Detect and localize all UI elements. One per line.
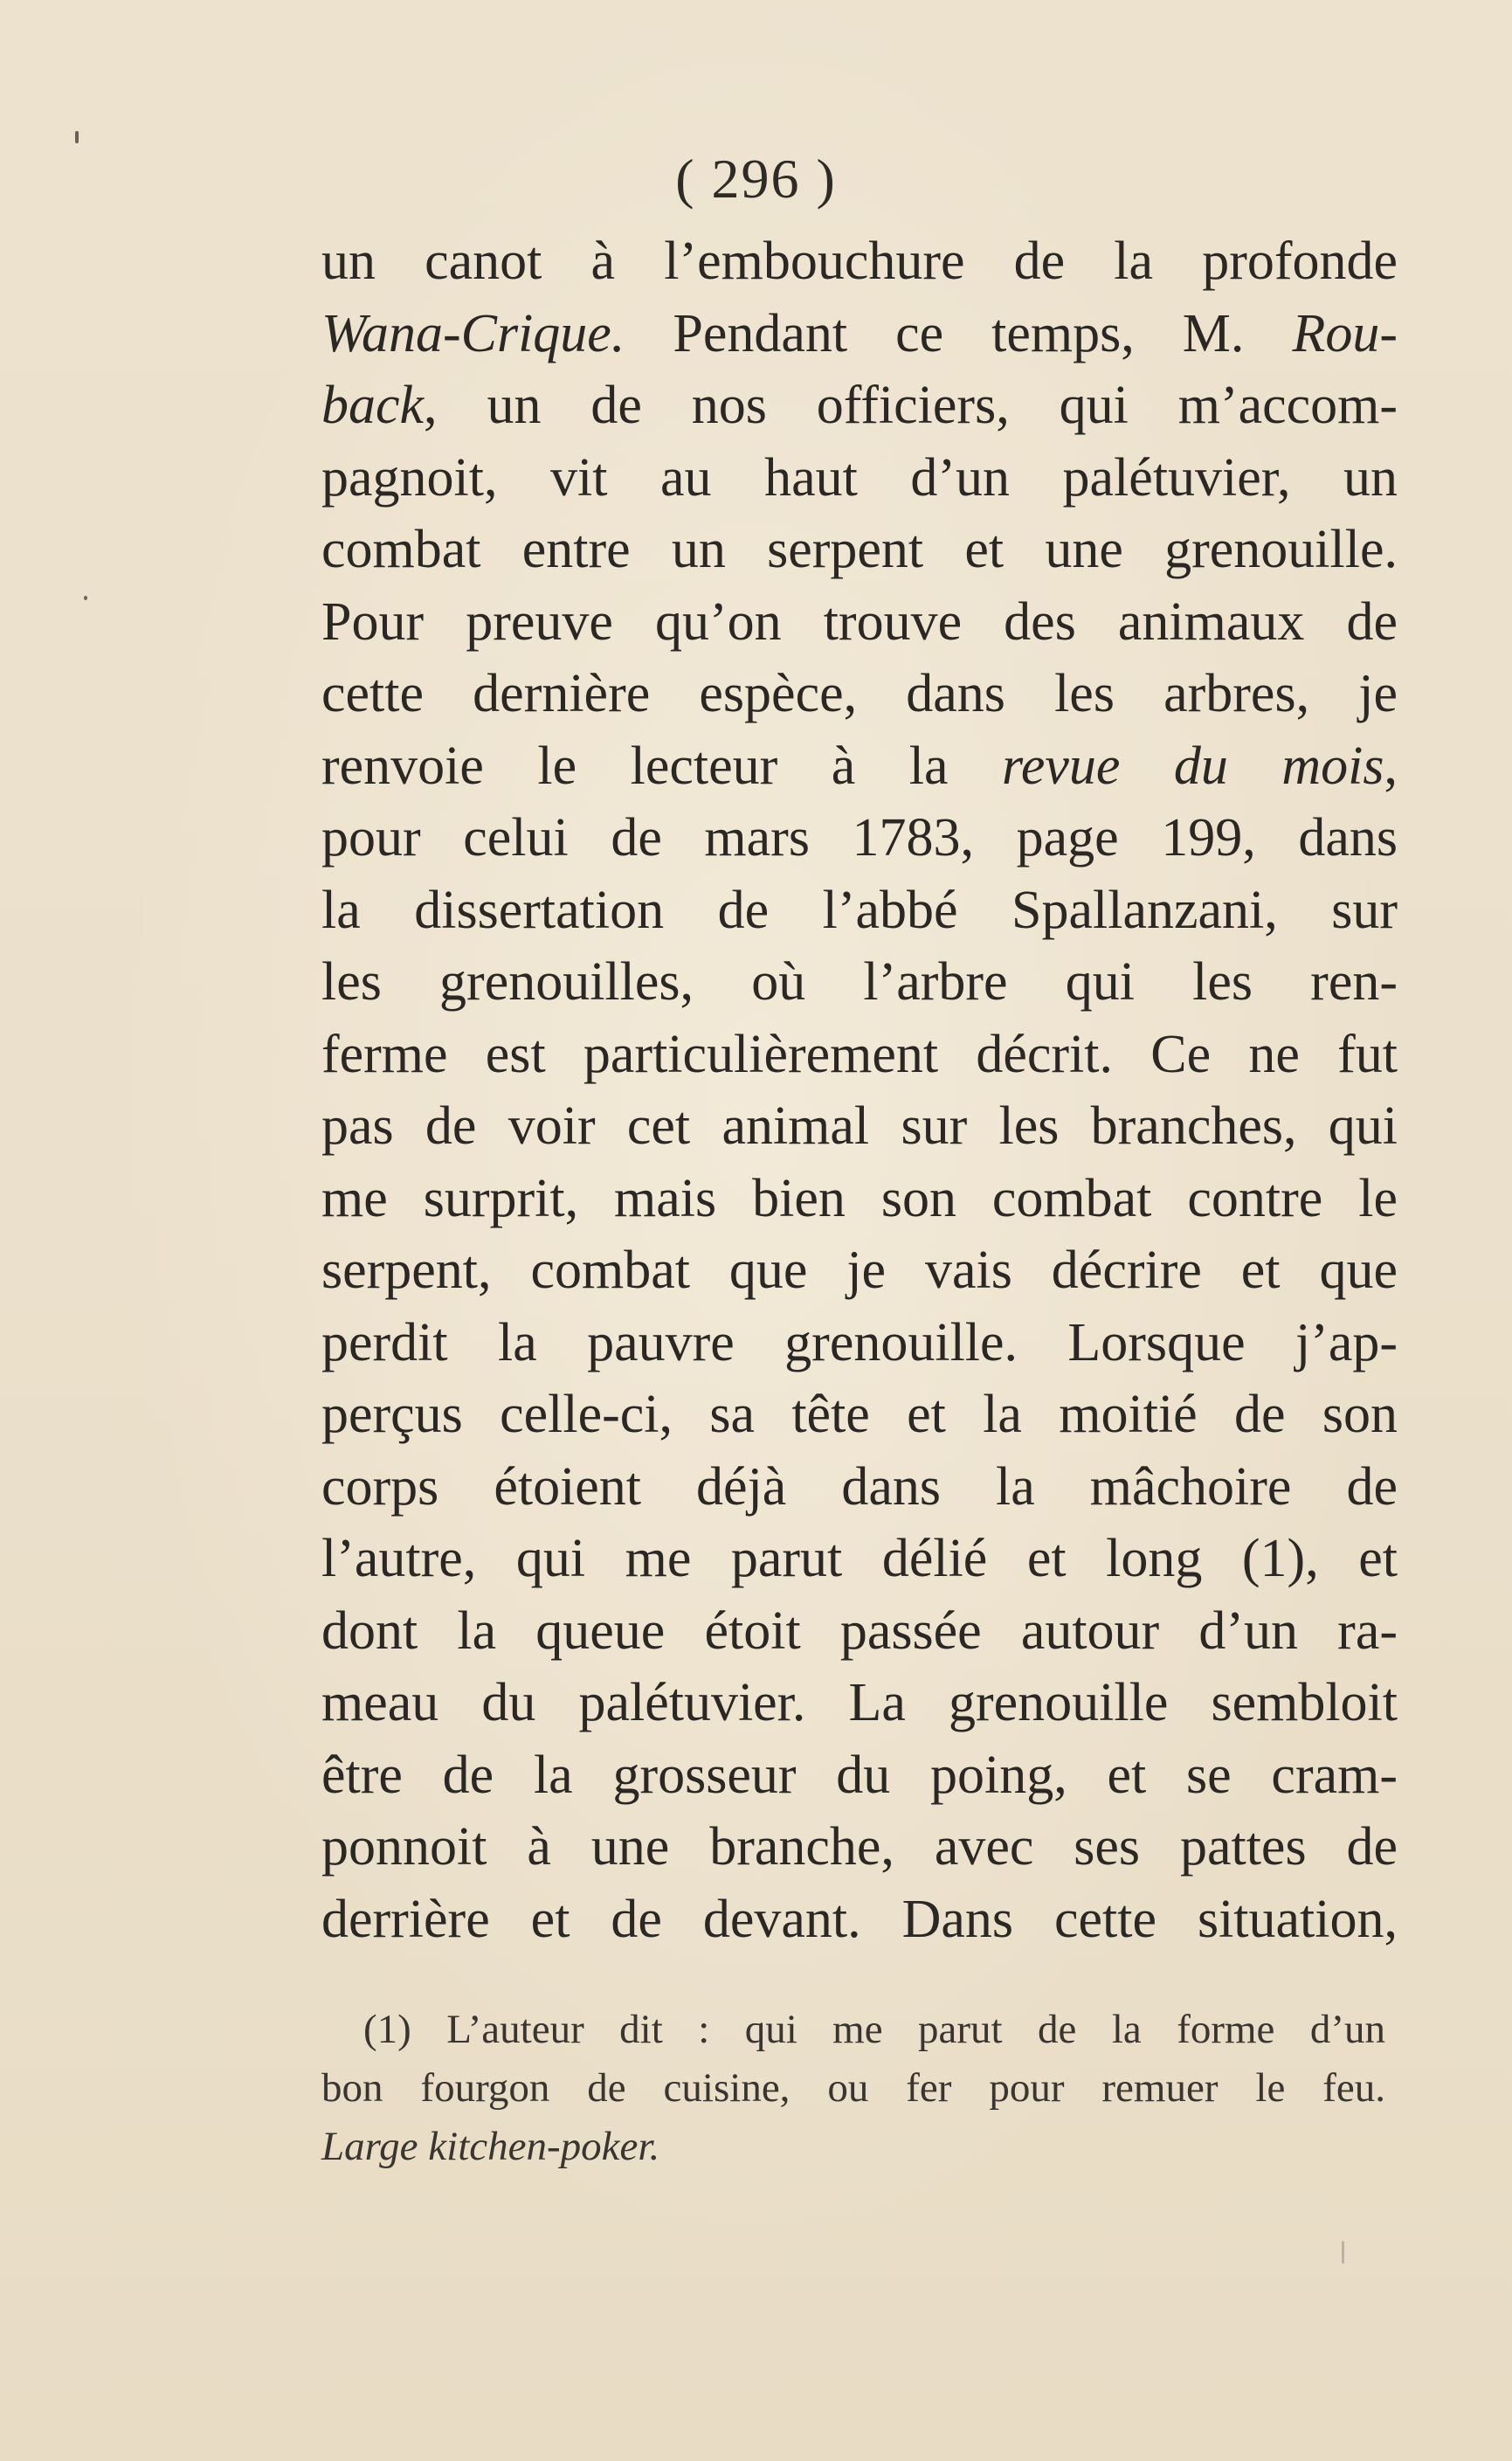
footnote-line: bon fourgon de cuisine, ou fer pour remuer le feu. xyxy=(321,2065,1385,2111)
text-line: me surprit, mais bien son combat contre le xyxy=(321,1168,1398,1228)
paper-speck xyxy=(1342,2241,1344,2264)
text-line: perdit la pauvre grenouille. Lorsque j’ap- xyxy=(321,1312,1398,1372)
text-line xyxy=(321,730,1398,803)
text-line: perçus celle-ci, sa tête et la moitié de son xyxy=(321,1385,1398,1444)
body-text xyxy=(321,225,1398,1955)
text-span: Pendant ce temps, M. xyxy=(625,303,1293,363)
text-line: être de la grosseur du poing, et se cram- xyxy=(321,1745,1398,1805)
text-line: serpent, combat que je vais décrire et que xyxy=(321,1241,1398,1300)
footnote-line: (1) L’auteur dit : qui me parut de la forme d’un xyxy=(363,2007,1385,2052)
text-line: un canot à l’embouchure de la profonde xyxy=(321,232,1398,291)
italic-person-name: back xyxy=(321,376,425,435)
paper-speck xyxy=(84,596,87,600)
text-line: ferme est particulièrement décrit. Ce ne fut xyxy=(321,1024,1398,1084)
text-line xyxy=(321,298,1398,370)
paper-speck xyxy=(75,131,79,143)
text-line: Pour preuve qu’on trouve des animaux de xyxy=(321,591,1398,652)
text-line: combat entre un serpent et une grenouille. xyxy=(321,520,1398,579)
text-line: l’autre, qui me parut délié et long (1), et xyxy=(321,1529,1398,1588)
text-line: dont la queue étoit passée autour d’un ra- xyxy=(321,1600,1398,1661)
text-span: renvoie le lecteur à la xyxy=(321,736,1003,796)
text-line: pagnoit, vit au haut d’un palétuvier, un xyxy=(321,447,1398,508)
text-line xyxy=(321,370,1398,442)
text-span: , xyxy=(1384,736,1398,796)
text-line: ponnoit à une branche, avec ses pattes de xyxy=(321,1817,1398,1877)
text-line: pas de voir cet animal sur les branches, qui xyxy=(321,1096,1398,1156)
text-line: pour celui de mars 1783, page 199, dans xyxy=(321,808,1398,868)
footnote-line xyxy=(321,2118,1385,2176)
text-line: meau du palétuvier. La grenouille sembloit xyxy=(321,1673,1398,1732)
text-line: la dissertation de l’abbé Spallanzani, sur xyxy=(321,880,1398,940)
italic-english-term: Large kitchen-poker. xyxy=(321,2124,660,2169)
text-line: corps étoient déjà dans la mâchoire de xyxy=(321,1456,1398,1517)
text-span: , un de nos officiers, qui m’accom- xyxy=(424,376,1398,435)
italic-person-name: Rou- xyxy=(1292,303,1398,363)
italic-journal-title: revue du mois xyxy=(1002,736,1384,796)
text-line: cette dernière espèce, dans les arbres, je xyxy=(321,664,1398,723)
footnote xyxy=(321,2001,1385,2176)
text-line: derrière et de devant. Dans cette situation, xyxy=(321,1889,1398,1949)
page-number: ( 296 ) xyxy=(675,148,837,210)
italic-place-name: Wana-Crique. xyxy=(321,303,625,363)
text-line: les grenouilles, où l’arbre qui les ren- xyxy=(321,952,1398,1012)
